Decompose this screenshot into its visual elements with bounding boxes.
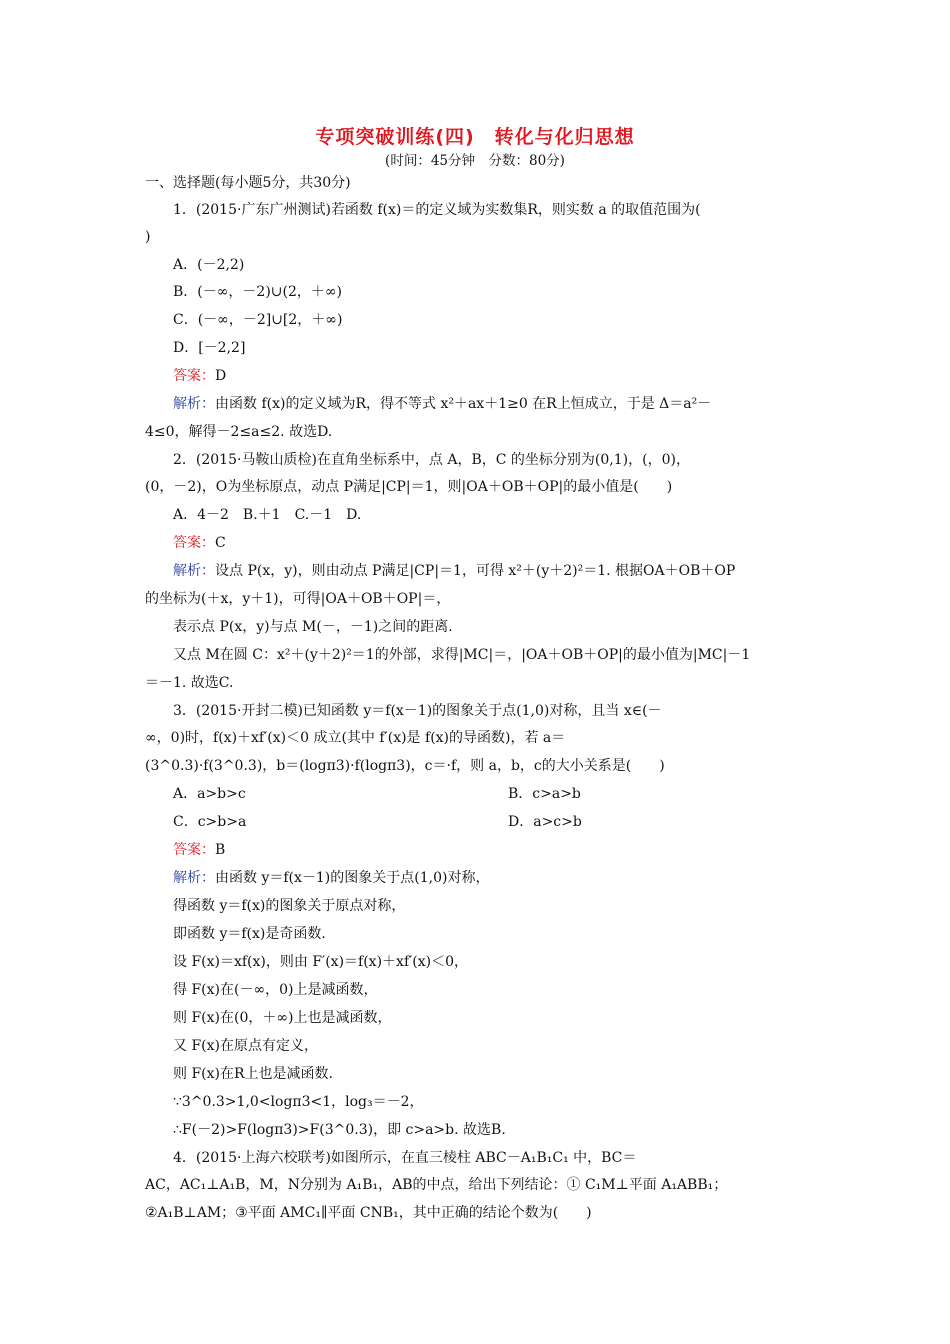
q3-option-a: A．a>b>c	[173, 786, 246, 802]
q1-stem-line1: 1．(2015·广东广州测试)若函数 f(x)＝的定义域为实数集R，则实数 a 的取值范围为(	[173, 202, 701, 218]
q2-analysis-text1: 设点 P(x，y)，则由动点 P满足|CP|＝1，可得 x²＋(y＋2)²＝1. 根据OA＋OB＋OP	[215, 563, 736, 579]
q1-option-d: D．[－2,2]	[173, 340, 246, 356]
q2-answer	[173, 533, 226, 553]
q3-analysis-line7: 又 F(x)在原点有定义，	[173, 1038, 318, 1054]
q4-stem-line1: 4．(2015·上海六校联考)如图所示，在直三棱柱 ABC－A₁B₁C₁ 中，BC＝	[173, 1150, 637, 1166]
answer-label: 答案：	[173, 842, 215, 858]
q1-analysis-line2: 4≤0，解得－2≤a≤2. 故选D.	[145, 424, 333, 440]
q2-analysis-line3: 表示点 P(x，y)与点 M(－，－1)之间的距离.	[173, 619, 453, 635]
q2-stem-line1: 2．(2015·马鞍山质检)在直角坐标系中，点 A，B，C 的坐标分别为(0,1)，(，0)，	[173, 452, 690, 468]
q2-options: A．4－2 B.＋1 C.－1 D.	[173, 507, 362, 523]
q3-option-c: C．c>b>a	[173, 814, 247, 830]
q2-analysis-line1	[173, 561, 735, 581]
analysis-label: 解析：	[173, 396, 215, 412]
q3-analysis-line5: 得 F(x)在(－∞，0)上是减函数，	[173, 982, 378, 998]
q4-stem-line2: AC，AC₁⊥A₁B，M，N分别为 A₁B₁，AB的中点，给出下列结论：① C₁M⊥平面 A₁ABB₁；	[145, 1177, 728, 1193]
q3-analysis-line4: 设 F(x)＝xf(x)，则由 F′(x)＝f(x)＋xf′(x)＜0，	[173, 954, 469, 970]
analysis-label: 解析：	[173, 870, 215, 886]
q2-analysis-line2: 的坐标为(＋x，y＋1)，可得|OA＋OB＋OP|＝，	[145, 591, 451, 607]
page-subtitle: (时间：45分钟 分数：80分)	[385, 153, 565, 169]
answer-label: 答案：	[173, 368, 215, 384]
q3-analysis-line3: 即函数 y＝f(x)是奇函数.	[173, 926, 326, 942]
q3-analysis-line1	[173, 868, 489, 888]
q1-stem-line2: )	[145, 229, 151, 245]
page-title: 专项突破训练(四) 转化与化归思想	[315, 126, 635, 148]
q3-option-b: B．c>a>b	[508, 786, 581, 802]
q1-option-a: A．(－2,2)	[173, 257, 245, 273]
q2-answer-value: C	[215, 535, 226, 551]
q2-analysis-line5: ＝－1. 故选C.	[145, 675, 234, 691]
q1-answer-value: D	[215, 368, 227, 384]
q1-analysis-line1	[173, 394, 711, 414]
analysis-label: 解析：	[173, 563, 215, 579]
q3-option-d: D．a>c>b	[508, 814, 582, 830]
q3-analysis-line6: 则 F(x)在(0，＋∞)上也是减函数，	[173, 1010, 392, 1026]
section-heading: 一、选择题(每小题5分，共30分)	[145, 175, 351, 191]
q2-analysis-line4: 又点 M在圆 C：x²＋(y＋2)²＝1的外部，求得|MC|＝，|OA＋OB＋OP|的最小值为|MC|－1	[173, 647, 751, 663]
q3-stem-line1: 3．(2015·开封二模)已知函数 y＝f(x－1)的图象关于点(1,0)对称，且当 x∈(－	[173, 703, 662, 719]
q3-stem-line3: (3^0.3)·f(3^0.3)，b＝(logπ3)·f(logπ3)，c＝·f，则 a，b，c的大小关系是( )	[145, 758, 665, 774]
q2-stem-line2: (0，－2)，O为坐标原点，动点 P满足|CP|＝1，则|OA＋OB＋OP|的最小值是( )	[145, 479, 673, 495]
q3-answer	[173, 840, 225, 860]
q1-option-c: C．(－∞，－2]∪[2，＋∞)	[173, 312, 343, 328]
q1-analysis-text1: 由函数 f(x)的定义域为R，得不等式 x²＋ax＋1≥0 在R上恒成立，于是 Δ＝a²－	[215, 396, 712, 412]
q3-analysis-line9: ∵3^0.3>1,0<logπ3<1，log₃＝－2，	[173, 1094, 424, 1110]
q3-answer-value: B	[215, 842, 226, 858]
q1-option-b: B．(－∞，－2)∪(2，＋∞)	[173, 284, 343, 300]
q3-analysis-line10: ∴F(－2)>F(logπ3)>F(3^0.3)，即 c>a>b. 故选B.	[173, 1122, 506, 1138]
q1-answer	[173, 366, 226, 386]
q3-analysis-line8: 则 F(x)在R上也是减函数.	[173, 1066, 333, 1082]
q3-stem-line2: ∞，0)时，f(x)＋xf′(x)＜0 成立(其中 f′(x)是 f(x)的导函数)，若 a＝	[145, 730, 566, 746]
q3-analysis-line2: 得函数 y＝f(x)的图象关于原点对称，	[173, 898, 406, 914]
answer-label: 答案：	[173, 535, 215, 551]
q4-stem-line3: ②A₁B⊥AM；③平面 AMC₁∥平面 CNB₁，其中正确的结论个数为( )	[145, 1205, 592, 1221]
q3-analysis-text1: 由函数 y＝f(x－1)的图象关于点(1,0)对称，	[215, 870, 490, 886]
